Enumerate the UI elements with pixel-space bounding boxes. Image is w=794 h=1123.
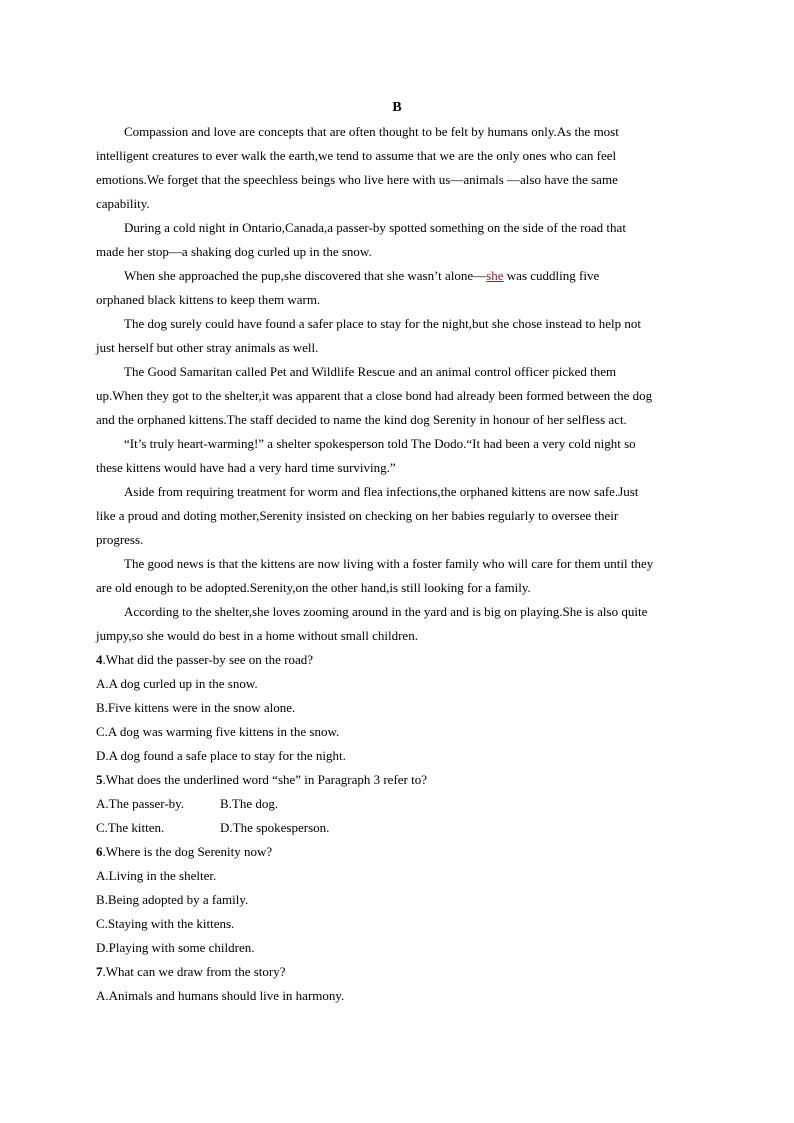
line-text: When she approached the pup,she discovered that she wasn’t alone—: [124, 268, 487, 283]
question-number: 4: [96, 652, 103, 667]
answer-option: C.Staying with the kittens.: [96, 916, 235, 931]
passage-line: emotions.We forget that the speechless beings who live here with us—animals —also have the same: [96, 172, 618, 187]
passage-line: The good news is that the kittens are now living with a foster family who will care for them until they: [124, 556, 654, 571]
passage-line: Compassion and love are concepts that are often thought to be felt by humans only.As the most: [124, 124, 619, 139]
question-text: .What can we draw from the story?: [102, 964, 286, 979]
passage-line: intelligent creatures to ever walk the earth,we tend to assume that we are the only ones who can feel: [96, 148, 617, 163]
answer-option: B.The dog.: [220, 796, 279, 811]
line-text: was cuddling five: [503, 268, 600, 283]
answer-option: A.A dog curled up in the snow.: [96, 676, 258, 691]
question-number: 5: [96, 772, 103, 787]
section-title: B: [392, 100, 402, 115]
question-number: 7: [96, 964, 103, 979]
passage-line: capability.: [96, 196, 150, 211]
question-stem: [96, 650, 313, 670]
answer-option: D.Playing with some children.: [96, 940, 255, 955]
answer-option: C.A dog was warming five kittens in the snow.: [96, 724, 340, 739]
question-text: .What did the passer-by see on the road?: [102, 652, 314, 667]
question-stem: [96, 962, 286, 982]
question-text: .Where is the dog Serenity now?: [102, 844, 273, 859]
passage-line: According to the shelter,she loves zooming around in the yard and is big on playing.She is also quite: [124, 604, 648, 619]
passage-line: like a proud and doting mother,Serenity insisted on checking on her babies regularly to oversee their: [96, 508, 619, 523]
passage-line: and the orphaned kittens.The staff decided to name the kind dog Serenity in honour of her selfless act.: [96, 412, 627, 427]
passage-line: just herself but other stray animals as well.: [96, 340, 319, 355]
answer-option: A.Animals and humans should live in harmony.: [96, 988, 345, 1003]
answer-option: B.Five kittens were in the snow alone.: [96, 700, 296, 715]
answer-option: D.A dog found a safe place to stay for the night.: [96, 748, 346, 763]
question-number: 6: [96, 844, 103, 859]
question-text: .What does the underlined word “she” in Paragraph 3 refer to?: [102, 772, 428, 787]
passage-line: up.When they got to the shelter,it was apparent that a close bond had already been formed between the dog: [96, 388, 653, 403]
answer-option: A.Living in the shelter.: [96, 868, 217, 883]
passage-line: are old enough to be adopted.Serenity,on the other hand,is still looking for a family.: [96, 580, 531, 595]
question-stem: [96, 842, 272, 862]
passage-line: Aside from requiring treatment for worm and flea infections,the orphaned kittens are now safe.Just: [124, 484, 639, 499]
passage-line: “It’s truly heart-warming!” a shelter spokesperson told The Dodo.“It had been a very cold night so: [124, 436, 636, 451]
answer-option: C.The kitten.: [96, 820, 165, 835]
passage-line: made her stop—a shaking dog curled up in the snow.: [96, 244, 372, 259]
passage-line: [124, 266, 599, 286]
question-stem: [96, 770, 427, 790]
passage-line: The dog surely could have found a safer place to stay for the night,but she chose instead to help not: [124, 316, 641, 331]
passage-line: these kittens would have had a very hard time surviving.”: [96, 460, 396, 475]
passage-line: jumpy,so she would do best in a home without small children.: [96, 628, 418, 643]
answer-option: B.Being adopted by a family.: [96, 892, 249, 907]
passage-line: orphaned black kittens to keep them warm.: [96, 292, 321, 307]
underlined-word: she: [486, 268, 504, 283]
answer-option: A.The passer-by.: [96, 796, 185, 811]
passage-line: The Good Samaritan called Pet and Wildlife Rescue and an animal control officer picked them: [124, 364, 617, 379]
passage-line: progress.: [96, 532, 144, 547]
answer-option: D.The spokesperson.: [220, 820, 330, 835]
passage-line: During a cold night in Ontario,Canada,a passer-by spotted something on the side of the road that: [124, 220, 626, 235]
